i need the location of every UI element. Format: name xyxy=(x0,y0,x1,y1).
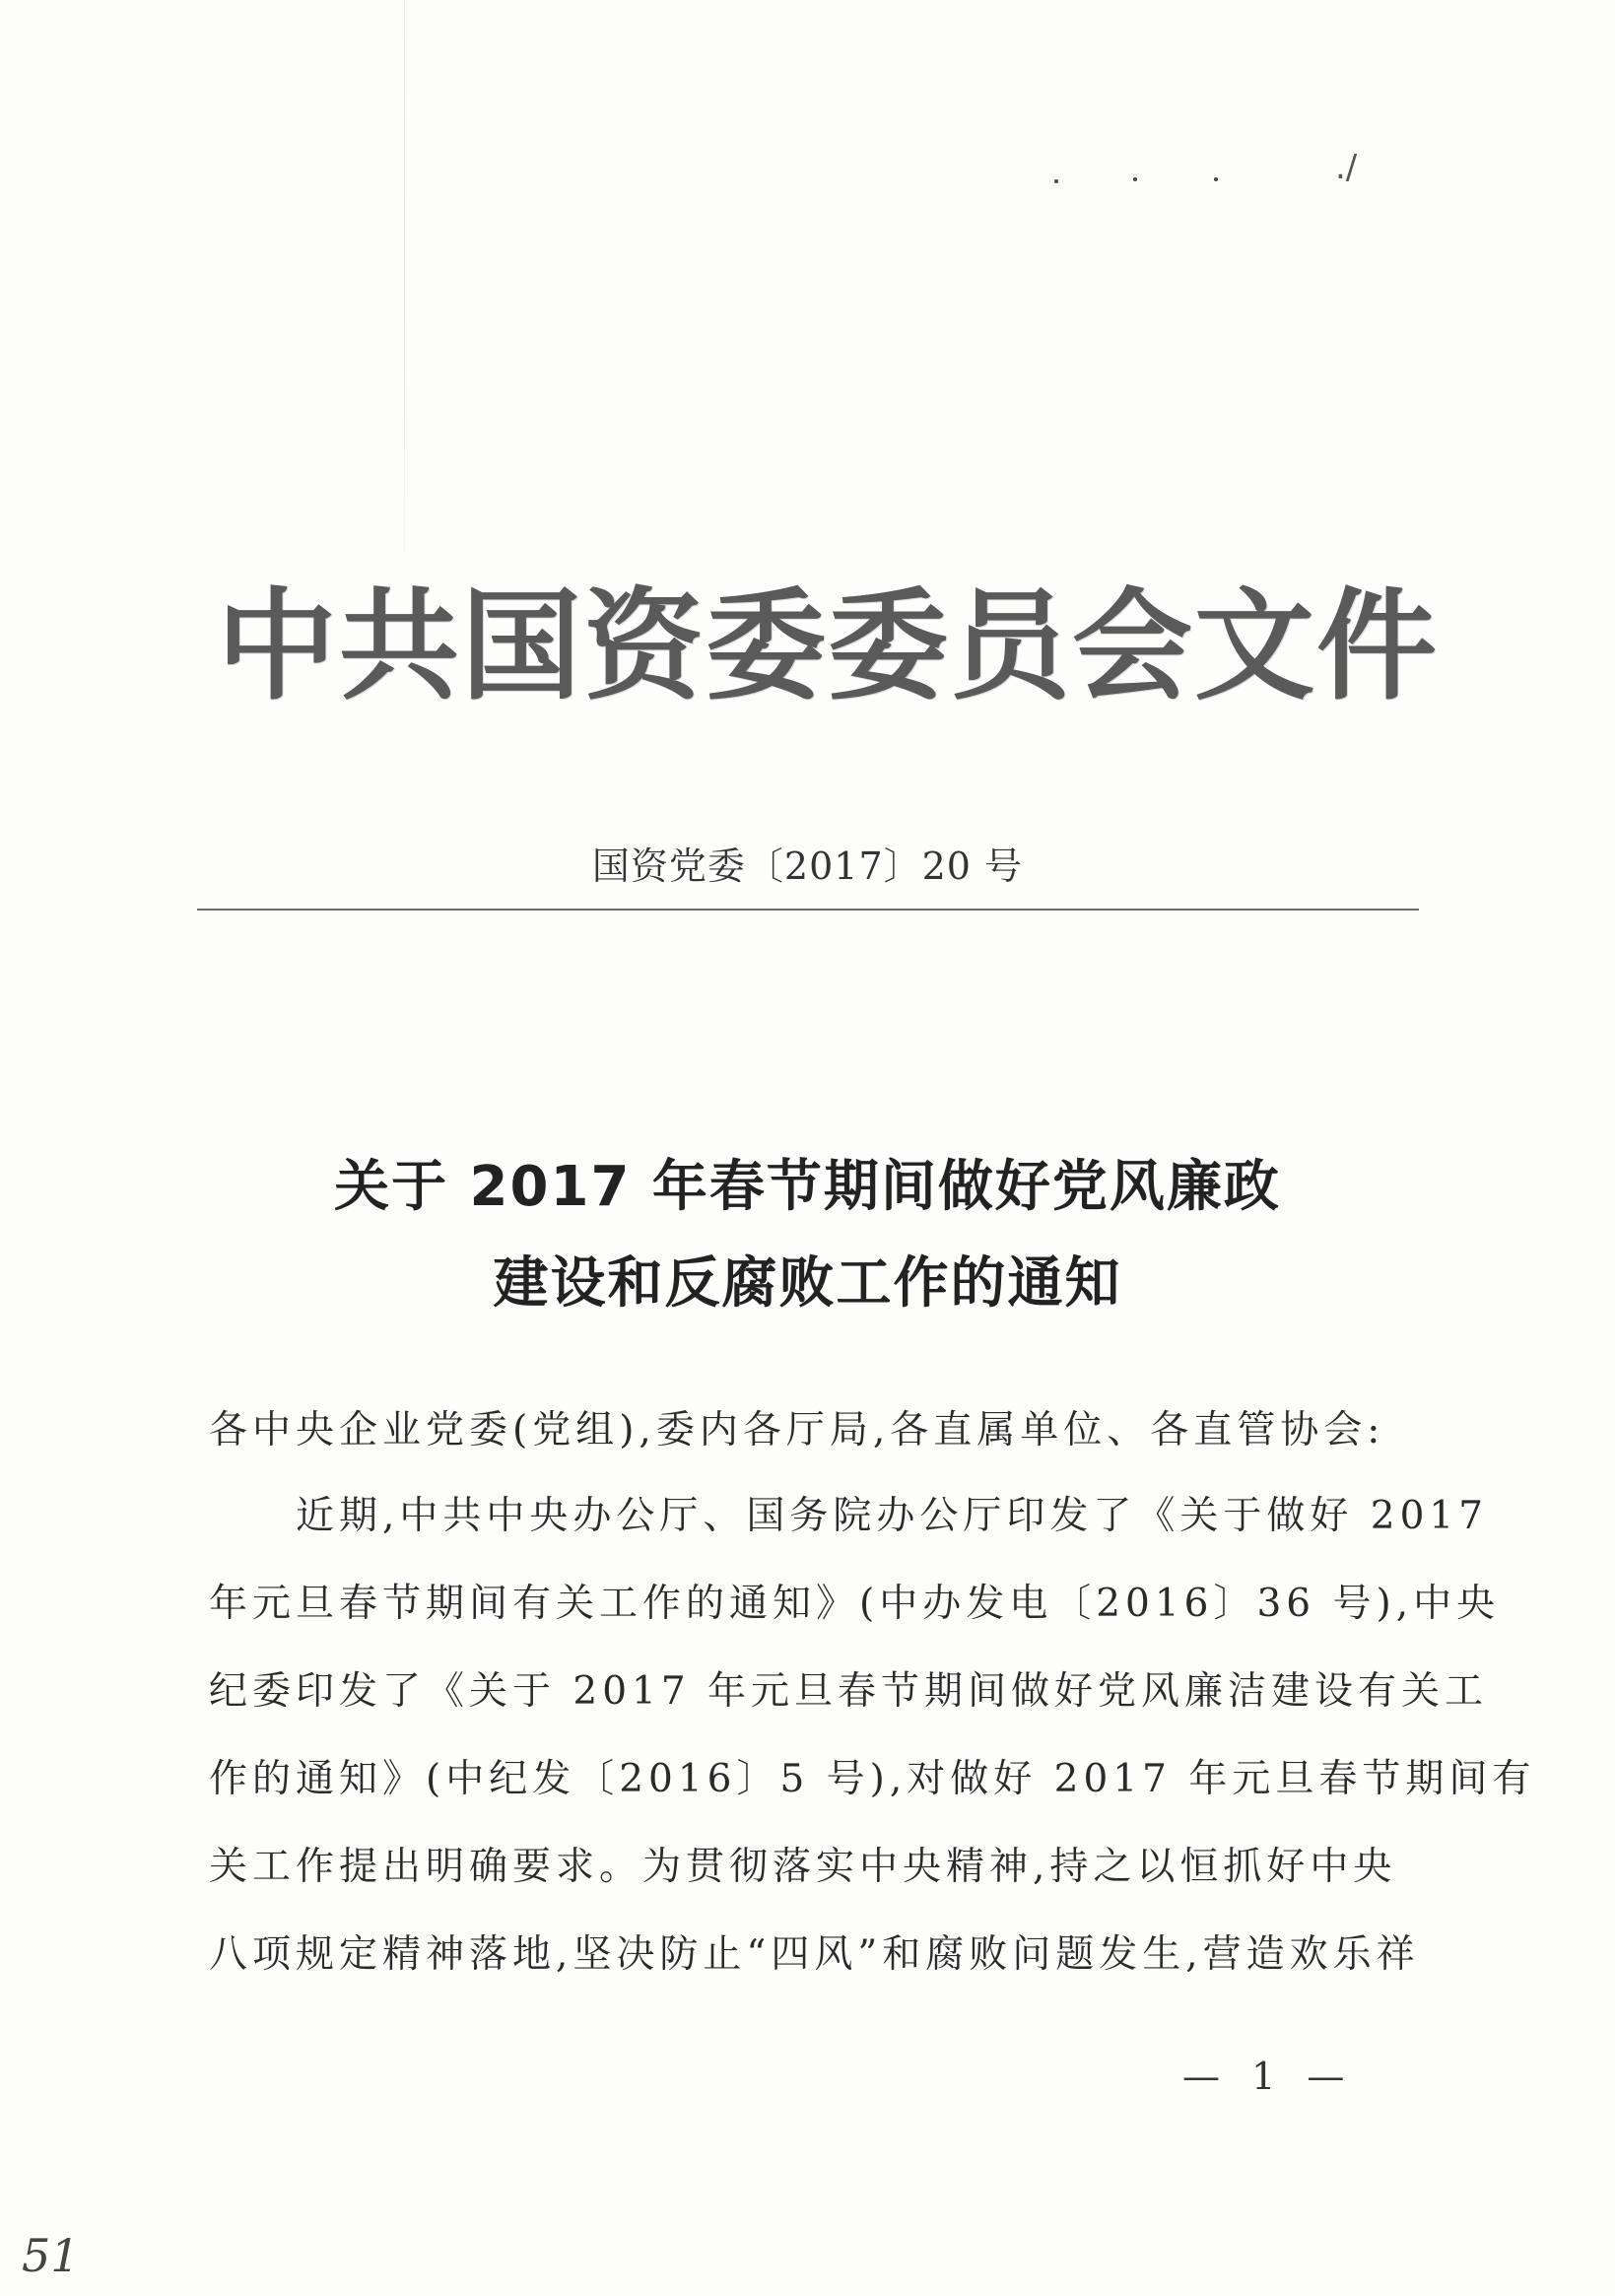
document-number: 国资党委〔2017〕20 号 xyxy=(591,844,1024,888)
body-line: 作的通知》(中纪发〔2016〕5 号),对做好 2017 年元旦春节期间有 xyxy=(209,1757,1536,1801)
salutation: 各中央企业党委(党组),委内各厅局,各直属单位、各直管协会: xyxy=(209,1408,1385,1452)
scan-speck xyxy=(1054,179,1058,183)
page-number: — 1 — xyxy=(1182,2055,1355,2098)
document-title-line-1: 关于 2017 年春节期间做好党风廉政 xyxy=(334,1155,1281,1219)
body-line: 年元旦春节期间有关工作的通知》(中办发电〔2016〕36 号),中央 xyxy=(209,1582,1501,1626)
scan-speck xyxy=(1133,177,1137,181)
body-line: 关工作提出明确要求。为贯彻落实中央精神,持之以恒抓好中央 xyxy=(209,1845,1397,1889)
handwritten-page-mark: 51 xyxy=(22,2229,80,2282)
scan-artifact-line xyxy=(404,0,405,552)
body-line: 近期,中共中央办公厅、国务院办公厅印发了《关于做好 2017 xyxy=(209,1494,1489,1538)
scan-speck xyxy=(1214,177,1218,181)
header-divider xyxy=(197,909,1419,911)
scan-mark: ./ xyxy=(1335,148,1358,187)
document-masthead: 中共国资委委员会文件 xyxy=(217,576,1439,716)
body-line: 纪委印发了《关于 2017 年元旦春节期间做好党风廉洁建设有关工 xyxy=(209,1669,1489,1714)
body-line: 八项规定精神落地,坚决防止“四风”和腐败问题发生,营造欢乐祥 xyxy=(209,1932,1420,1977)
document-title-line-2: 建设和反腐败工作的通知 xyxy=(493,1251,1122,1316)
